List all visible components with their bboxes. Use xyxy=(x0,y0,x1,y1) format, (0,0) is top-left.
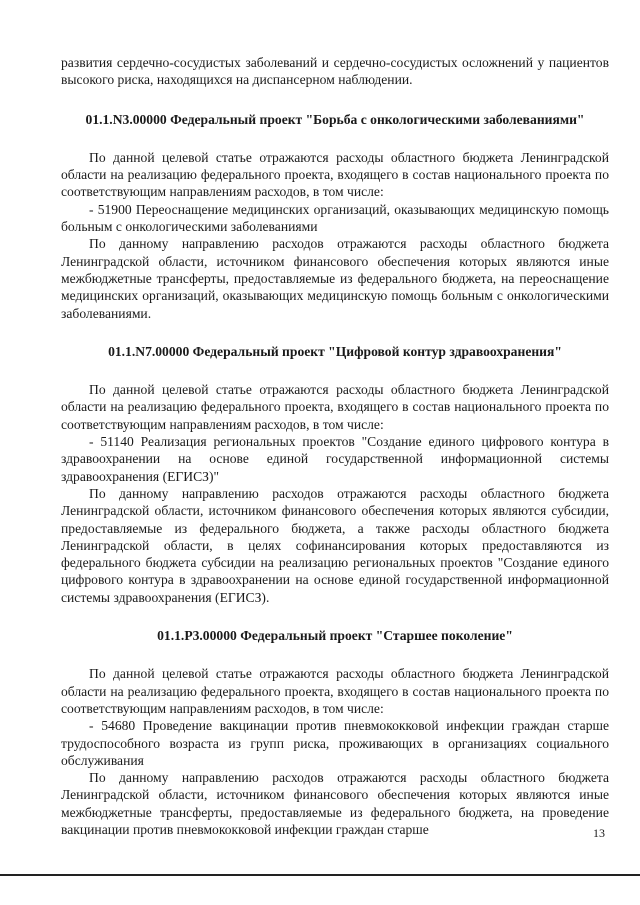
section-paragraph: По данной целевой статье отражаются расходы областного бюджета Ленинградской области на реализацию федерального проекта, входящего в состав национального проекта по соответствующим направлениям расходов, в том числе: xyxy=(61,382,609,432)
page-number: 13 xyxy=(593,826,605,840)
section-heading: 01.1.N3.00000 Федеральный проект "Борьба с онкологическими заболеваниями" xyxy=(85,111,585,127)
expense-item: - 51140 Реализация региональных проектов "Создание единого цифрового контура в здравоохранении на основе единой государственной информационной системы здравоохранения (ЕГИСЗ)" xyxy=(61,434,609,484)
section-paragraph: По данной целевой статье отражаются расходы областного бюджета Ленинградской области на реализацию федерального проекта, входящего в состав национального проекта по соответствующим направлениям расходов, в том числе: xyxy=(61,666,609,716)
section-paragraph: По данному направлению расходов отражаются расходы областного бюджета Ленинградской области, источником финансового обеспечения которых являются иные межбюджетные трансферты, предоставляемые из федерального бюджета, на переоснащение медицинских организаций, оказывающих медицинскую помощь больным с онкологическими заболеваниями. xyxy=(61,236,609,321)
section-digital-health xyxy=(61,343,609,606)
section-heading: 01.1.N7.00000 Федеральный проект "Цифровой контур здравоохранения" xyxy=(108,343,562,359)
intro-paragraph: развития сердечно-сосудистых заболеваний и сердечно-сосудистых осложнений у пациентов высокого риска, находящихся на диспансерном наблюдении. xyxy=(61,55,609,88)
section-paragraph: По данному направлению расходов отражаются расходы областного бюджета Ленинградской области, источником финансового обеспечения которых являются субсидии, предоставляемые из федерального бюджета, а также расходы областного бюджета Ленинградской области, в целях софинансирования которых предоставляются из федерального бюджета субсидии на реализацию региональных проектов "Создание единого цифрового контура в здравоохранении на основе единой государственной информационной системы здравоохранения (ЕГИСЗ). xyxy=(61,485,609,605)
section-heading: 01.1.P3.00000 Федеральный проект "Старшее поколение" xyxy=(157,628,513,644)
expense-item: - 54680 Проведение вакцинации против пневмококковой инфекции граждан старше трудоспособного возраста из групп риска, проживающих в организациях социального обслуживания xyxy=(61,718,609,768)
document-body xyxy=(61,54,609,838)
section-paragraph: По данному направлению расходов отражаются расходы областного бюджета Ленинградской области, источником финансового обеспечения которых являются иные межбюджетные трансферты, предоставляемые из федерального бюджета, на проведение вакцинации против пневмококковой инфекции граждан старше xyxy=(61,770,609,837)
bottom-rule xyxy=(0,874,640,876)
section-oncology xyxy=(61,111,609,322)
expense-item: - 51900 Переоснащение медицинских организаций, оказывающих медицинскую помощь больным с онкологическими заболеваниями xyxy=(61,201,609,235)
section-paragraph: По данной целевой статье отражаются расходы областного бюджета Ленинградской области на реализацию федерального проекта, входящего в состав национального проекта по соответствующим направлениям расходов, в том числе: xyxy=(61,149,609,200)
section-older-generation xyxy=(61,627,609,838)
